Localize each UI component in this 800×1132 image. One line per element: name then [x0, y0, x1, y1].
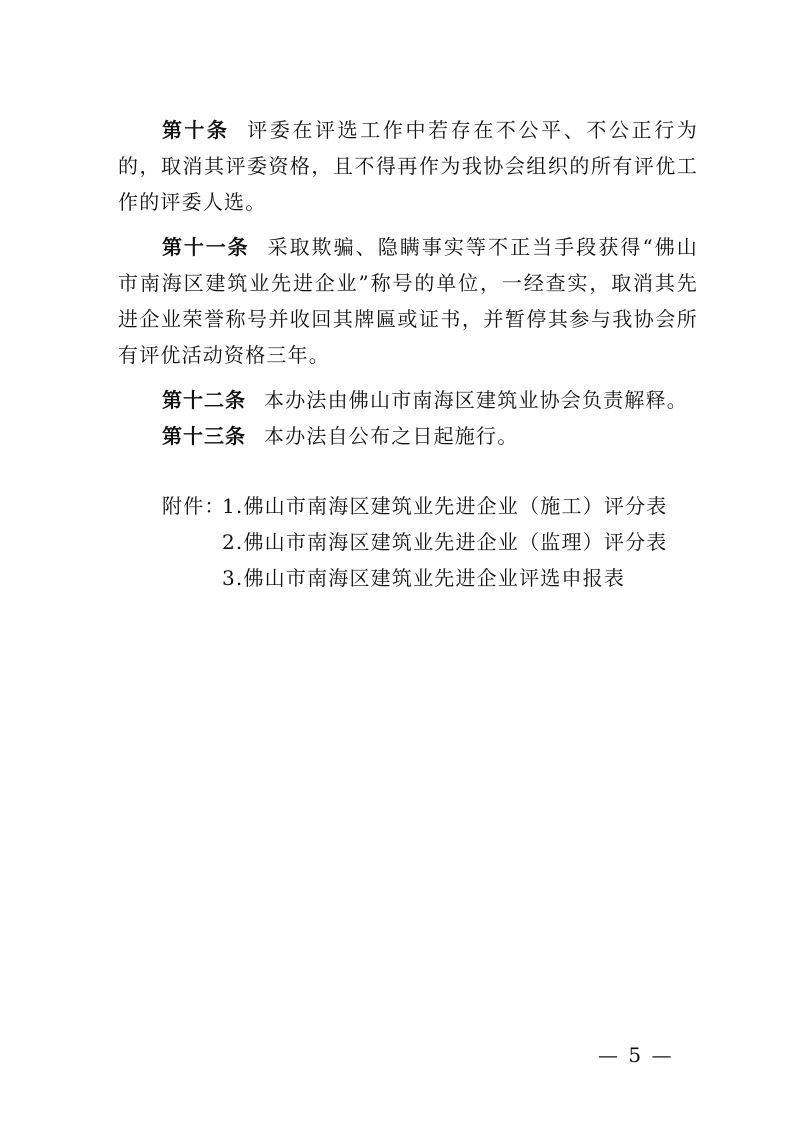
- article-13-heading: 第十三条: [162, 424, 246, 448]
- article-11: [118, 229, 698, 373]
- article-13-text: 本办法自公布之日起施行。: [264, 424, 519, 448]
- attachment-item-3: 3.佛山市南海区建筑业先进企业评选申报表: [222, 566, 626, 590]
- attachment-item-1: 1.佛山市南海区建筑业先进企业（施工）评分表: [222, 494, 668, 518]
- article-11-heading: 第十一条: [162, 235, 250, 259]
- article-11-text: 采取欺骗、隐瞒事实等不正当手段获得“佛山市南海区建筑业先进企业”称号的单位，一经查实，取消其先进企业荣誉称号并收回其牌匾或证书，并暂停其参与我协会所有评优活动资格三年。: [118, 235, 698, 367]
- article-12: [118, 382, 698, 418]
- article-13: [118, 418, 698, 454]
- article-12-heading: 第十二条: [162, 388, 246, 412]
- attachments-label: 附件：: [162, 494, 226, 518]
- attachment-item-2: 2.佛山市南海区建筑业先进企业（监理）评分表: [222, 530, 668, 554]
- attachments-list: [222, 488, 667, 596]
- article-10-heading: 第十条: [162, 118, 230, 142]
- page-number: — 5 —: [598, 1043, 674, 1067]
- article-12-text: 本办法由佛山市南海区建筑业协会负责解释。: [264, 388, 688, 412]
- article-10: [118, 112, 698, 220]
- article-10-text: 评委在评选工作中若存在不公平、不公正行为的，取消其评委资格，且不得再作为我协会组织的所有评优工作的评委人选。: [118, 118, 699, 214]
